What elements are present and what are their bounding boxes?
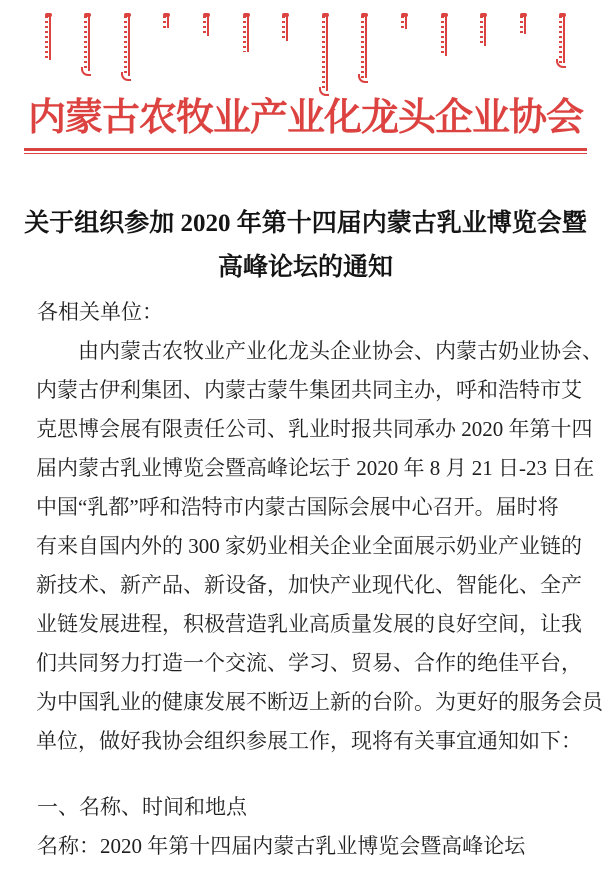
- mongolian-glyph-column: [559, 16, 566, 63]
- divider-thin-line: [24, 153, 587, 154]
- section-name-line: 名称：2020 年第十四届内蒙古乳业博览会暨高峰论坛: [37, 834, 526, 858]
- mongolian-glyph-column: [361, 16, 368, 78]
- paragraph-line: 有来自国内外的 300 家奶业相关企业全面展示奶业产业链的: [36, 534, 582, 558]
- paragraph-line: 中国“乳都”呼和浩特市内蒙古国际会展中心召开。届时将: [36, 495, 559, 519]
- paragraph-line: 克思博会展有限责任公司、乳业时报共同承办 2020 年第十四: [36, 417, 593, 441]
- document-title: [0, 202, 611, 290]
- section-heading: 一、名称、时间和地点: [37, 795, 247, 819]
- paragraph-line: 业链发展进程，积极营造乳业高质量发展的良好空间，让我: [36, 612, 582, 636]
- paragraph-line: 们共同努力打造一个交流、学习、贸易、合作的绝佳平台，: [36, 651, 582, 675]
- letterhead-divider: [24, 148, 587, 154]
- mongolian-glyph-column: [322, 16, 329, 91]
- salutation: 各相关单位：: [37, 300, 163, 324]
- document-title-line-1: 关于组织参加 2020 年第十四届内蒙古乳业博览会暨: [24, 210, 587, 237]
- mongolian-glyph-column: [401, 16, 408, 29]
- paragraph-line: 新技术、新产品、新设备，加快产业现代化、智能化、全产: [36, 573, 582, 597]
- paragraph-line: 由内蒙古农牧业产业化龙头企业协会、内蒙古奶业协会、: [78, 339, 603, 363]
- mongolian-glyph-column: [163, 16, 170, 28]
- paragraph-line: 为中国乳业的健康发展不断迈上新的台阶。为更好的服务会员: [36, 690, 603, 714]
- mongolian-glyph-column: [480, 16, 487, 46]
- mongolian-glyph-column: [243, 16, 250, 52]
- mongolian-glyph-column: [45, 16, 52, 60]
- mongolian-glyph-column: [282, 16, 289, 41]
- paragraph-line: 届内蒙古乳业博览会暨高峰论坛于 2020 年 8 月 21 日-23 日在: [36, 456, 595, 480]
- mongolian-script-header: [45, 16, 567, 94]
- notice-body: [0, 202, 611, 866]
- mongolian-glyph-column: [84, 16, 91, 71]
- letterhead: [0, 0, 611, 154]
- mongolian-glyph-column: [520, 16, 527, 34]
- org-name-title: 内蒙古农牧业产业化龙头企业协会: [27, 97, 583, 139]
- mongolian-glyph-column: [203, 16, 210, 36]
- body-paragraph: [36, 332, 603, 761]
- paragraph-line: 单位，做好我协会组织参展工作，现将有关事宜通知如下：: [36, 729, 582, 753]
- paragraph-line: 内蒙古伊利集团、内蒙古蒙牛集团共同主办，呼和浩特市艾: [36, 378, 582, 402]
- mongolian-glyph-column: [441, 16, 448, 56]
- document-title-line-2: 高峰论坛的通知: [217, 254, 393, 281]
- mongolian-glyph-column: [124, 16, 131, 76]
- divider-thick-line: [24, 148, 587, 151]
